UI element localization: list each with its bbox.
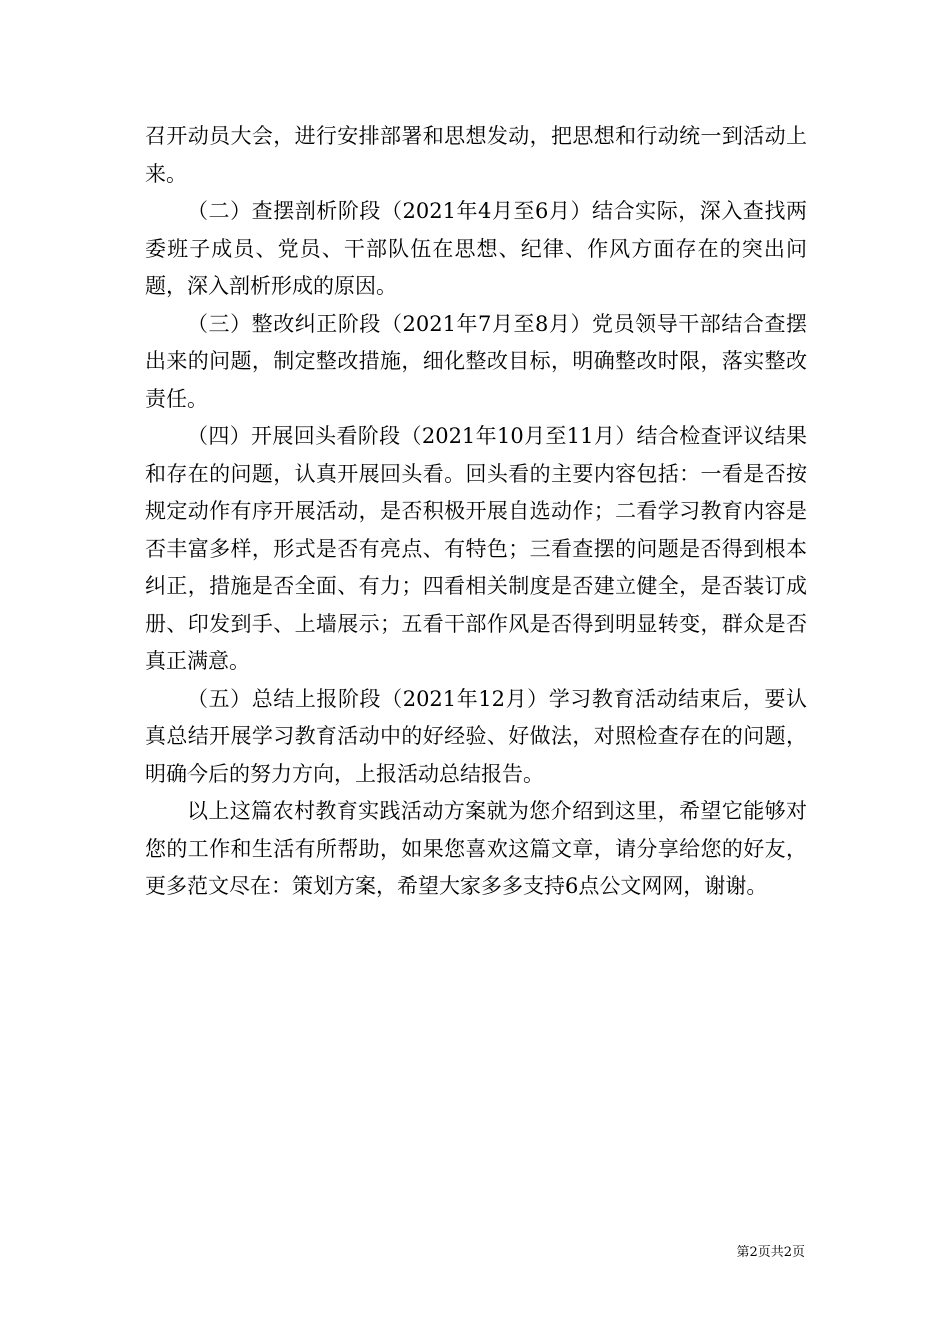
paragraph-stage-3: （三）整改纠正阶段（2021年7月至8月）党员领导干部结合查摆出来的问题，制定整改措施，细化整改目标，明确整改时限，落实整改责任。 bbox=[145, 311, 807, 411]
paragraph-stage-2: （二）查摆剖析阶段（2021年4月至6月）结合实际，深入查找两委班子成员、党员、干部队伍在思想、纪律、作风方面存在的突出问题，深入剖析形成的原因。 bbox=[145, 199, 807, 298]
paragraph-stage-5: （五）总结上报阶段（2021年12月）学习教育活动结束后，要认真总结开展学习教育活动中的好经验、好做法，对照检查存在的问题，明确今后的努力方向，上报活动总结报告。 bbox=[145, 686, 807, 786]
paragraph-stage-4: （四）开展回头看阶段（2021年10月至11月）结合检查评议结果和存在的问题，认真开展回头看。回头看的主要内容包括：一看是否按规定动作有序开展活动，是否积极开展自选动作；二看学习教育内容是否丰富多样，形式是否有亮点、有特色；三看查摆的问题是否得到根本纠正，措施是否全面、有力；四看相关制度是否建立健全，是否装订成册、印发到手、上墙展示；五看干部作风是否得到明显转变，群众是否真正满意。 bbox=[145, 424, 807, 673]
paragraph-closing: 以上这篇农村教育实践活动方案就为您介绍到这里，希望它能够对您的工作和生活有所帮助，如果您喜欢这篇文章，请分享给您的好友，更多范文尽在：策划方案，希望大家多多支持6点公文网网，谢谢。 bbox=[145, 799, 807, 898]
page-number-footer: 第2页共2页 bbox=[736, 1245, 805, 1260]
document-body bbox=[145, 118, 807, 906]
paragraph-continuation: 召开动员大会，进行安排部署和思想发动，把思想和行动统一到活动上来。 bbox=[145, 124, 807, 186]
